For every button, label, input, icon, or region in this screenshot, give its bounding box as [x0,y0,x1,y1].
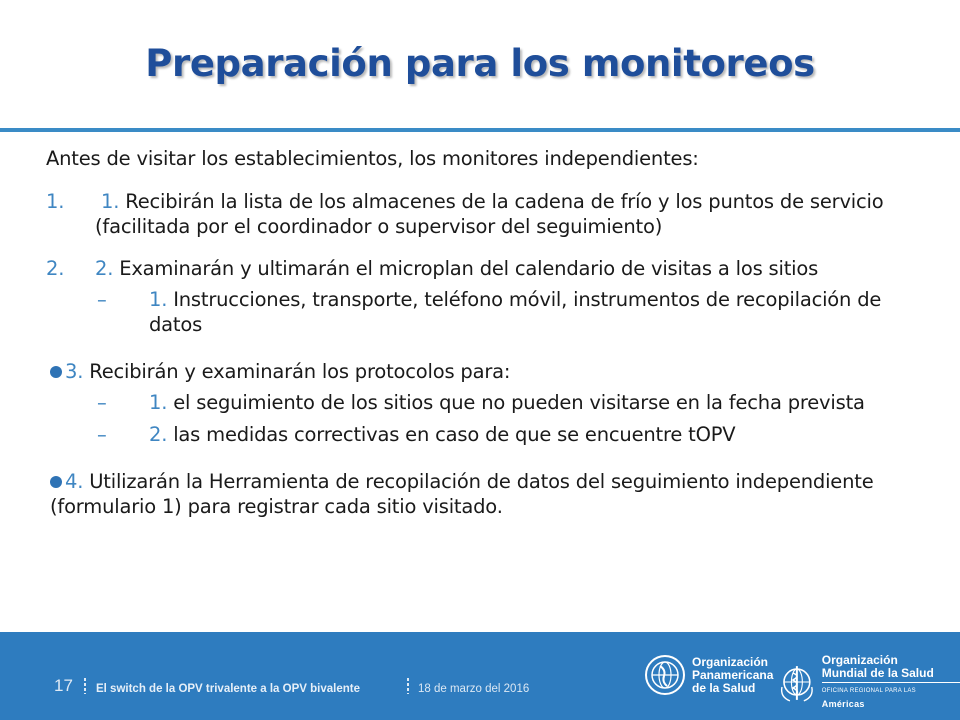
who-name-line: Organización [821,653,898,667]
list-number: 2. [46,257,65,280]
who-name-line: Mundial de la Salud [821,666,934,680]
sub-item [46,287,926,337]
page-number: 17 [54,676,73,695]
who-logo [778,654,960,713]
paho-globe-icon [644,654,686,696]
sub-text: Instrucciones, transporte, teléfono móvil, instrumentos de recopilación de datos [149,288,882,336]
footer-date: 18 de marzo del 2016 [418,683,530,695]
bullet-icon [50,476,62,488]
footer-bar [0,632,960,720]
who-region-line: Américas [821,699,865,709]
title-divider [0,128,960,132]
footer-separator [407,678,409,694]
footer-title: El switch de la OPV trivalente a la OPV bivalente [96,683,360,695]
sub-text: las medidas correctivas en caso de que se encuentre tOPV [173,423,736,446]
paho-name-line: Panamericana [692,667,774,682]
dash-marker: – [97,288,107,311]
paho-logo [644,654,773,696]
who-office-line: OFICINA REGIONAL PARA LAS [821,688,916,694]
sub-text: el seguimiento de los sitios que no pueden visitarse en la fecha prevista [173,391,865,414]
sub-prefix: 1. [149,288,168,311]
paho-name-line: de la Salud [692,680,756,695]
footer-separator [84,678,86,694]
item-text: Utilizarán la Herramienta de recopilación de datos del seguimiento independiente (formulario 1) para registrar cada sitio visitado. [50,470,874,518]
intro-text: Antes de visitar los establecimientos, los monitores independientes: [46,147,699,170]
who-emblem-icon [778,663,816,705]
item-text: Recibirán la lista de los almacenes de la cadena de frío y los puntos de servicio (facilitada por el coordinador o supervisor del seguimiento) [95,190,884,238]
paho-name-line: Organización [692,654,769,669]
list-item [46,469,926,519]
item-text: Recibirán y examinarán los protocolos para: [89,360,511,383]
sub-item [46,390,926,415]
list-item [46,189,926,239]
dash-marker: – [97,391,107,414]
sub-prefix: 1. [149,391,168,414]
slide-title: Preparación para los monitoreos [145,42,815,85]
list-item [46,256,926,281]
list-number: 1. [46,190,65,213]
item-prefix: 1. [101,190,120,213]
dash-marker: – [97,423,107,446]
item-prefix: 3. [65,360,84,383]
bullet-icon [50,366,62,378]
item-text: Examinarán y ultimarán el microplan del calendario de visitas a los sitios [119,257,819,280]
list-item [46,359,926,384]
sub-prefix: 2. [149,423,168,446]
item-prefix: 2. [95,257,114,280]
sub-item [46,422,926,447]
item-prefix: 4. [65,470,84,493]
slide-body [46,146,926,519]
